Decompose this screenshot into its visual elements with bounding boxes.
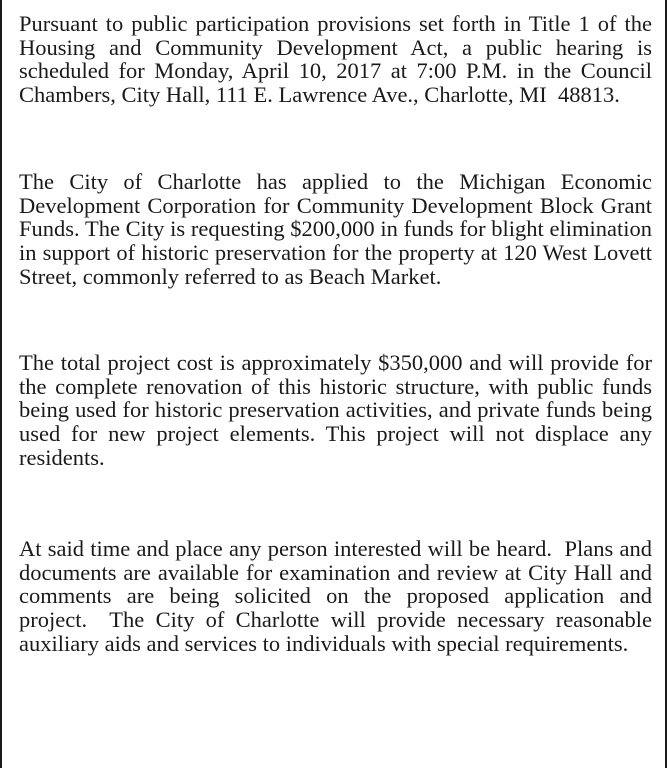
notice-paragraph-grant-application: The City of Charlotte has applied to the Michigan Economic Development Corporation for Community Development Block Grant Funds. The City is requesting $200,000 in funds for blight elimination in support of historic preservation for the property at 120 West Lovett Street, commonly referred to as Beach Market.	[19, 169, 652, 289]
notice-paragraph-project-cost: The total project cost is approximately $350,000 and will provide for the complete renovation of this historic structure, with public funds being used for historic preservation activities, and private funds being used for new project elements. This project will not displace any residents.	[19, 350, 652, 470]
notice-paragraph-public-comment: At said time and place any person interested will be heard. Plans and documents are available for examination and review at City Hall and comments are being solicited on the proposed application and project. The City of Charlotte will provide necessary reasonable auxiliary aids and services to individuals with special requirements.	[19, 536, 652, 656]
notice-paragraph-hearing-schedule: Pursuant to public participation provisions set forth in Title 1 of the Housing and Community Development Act, a public hearing is scheduled for Monday, April 10, 2017 at 7:00 P.M. in the Council Chambers, City Hall, 111 E. Lawrence Ave., Charlotte, MI 48813.	[19, 11, 652, 108]
